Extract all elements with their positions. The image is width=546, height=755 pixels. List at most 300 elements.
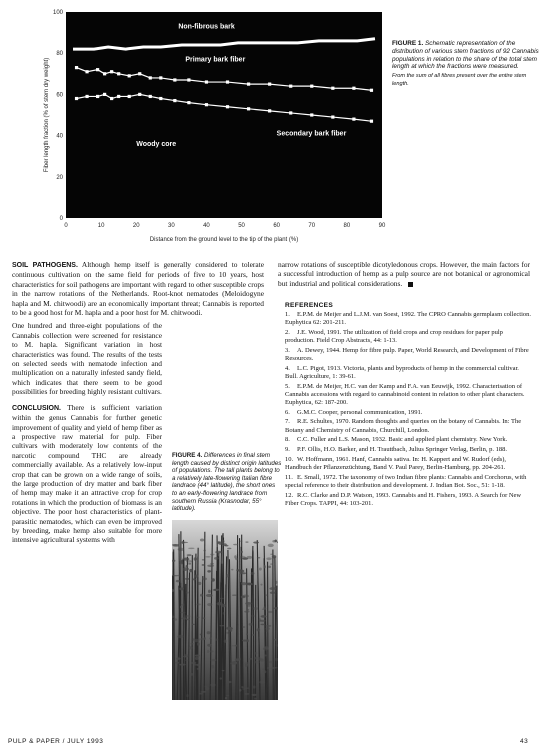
photo-leaf: [190, 673, 193, 676]
photo-leaf: [214, 557, 219, 560]
reference-text: G.M.C. Cooper, personal communication, 1991.: [297, 408, 423, 416]
photo-leaf: [235, 658, 240, 661]
photo-leaf: [252, 694, 257, 696]
x-tick-label: 50: [238, 223, 245, 229]
photo-leaf: [227, 548, 231, 550]
photo-leaf: [248, 623, 253, 626]
photo-leaf: [239, 572, 246, 574]
photo-leaf: [253, 541, 259, 543]
photo-leaf: [185, 615, 190, 617]
photo-leaf: [246, 609, 249, 610]
photo-leaf: [207, 650, 209, 653]
data-point: [268, 109, 271, 112]
photo-leaf: [207, 631, 211, 634]
photo-leaf: [182, 617, 187, 619]
photo-leaf: [265, 594, 268, 596]
data-point: [117, 95, 120, 98]
soil-heading: SOIL PATHOGENS.: [12, 262, 78, 269]
data-point: [159, 76, 162, 79]
photo-leaf: [257, 557, 261, 558]
photo-leaf: [188, 563, 191, 565]
photo-leaf: [184, 654, 189, 658]
reference-number: 8.: [285, 436, 290, 444]
photo-leaf: [180, 612, 186, 613]
data-point: [247, 107, 250, 110]
data-point: [331, 115, 334, 118]
photo-leaf: [210, 650, 214, 652]
data-point: [159, 97, 162, 100]
figure1-label: FIGURE 1.: [392, 40, 424, 47]
photo-leaf: [264, 565, 266, 568]
photo-leaf: [180, 606, 182, 609]
data-point: [226, 80, 229, 83]
photo-leaf: [217, 602, 223, 606]
photo-leaf: [194, 557, 197, 561]
reference-number: 12.: [285, 491, 294, 499]
reference-item: [285, 347, 533, 363]
reference-text: P.F. Ollis, H.O. Barker, and H. Trauttbach, Julius Springer Verlag, Berlin, p. 188.: [297, 446, 507, 454]
photo-leaf: [177, 635, 183, 638]
data-point: [370, 120, 373, 123]
photo-leaf: [206, 594, 213, 597]
y-axis-label: Fiber length fraction (% of stem dry weight): [44, 57, 50, 173]
photo-leaf: [186, 592, 189, 594]
photo-leaf: [262, 609, 266, 610]
photo-leaf: [275, 581, 277, 584]
reference-text: E.P.M. de Meijer and L.J.M. van Soest, 1992. The CPRO Cannabis germplasm collection. Euphytica 62: 201-211.: [285, 311, 532, 327]
reference-text: A. Dewey, 1944. Hemp for fibre pulp. Paper, World Research, and Development of Fibre Resources.: [285, 346, 529, 363]
photo-leaf: [257, 628, 260, 631]
photo-leaf: [266, 630, 268, 632]
photo-leaf: [232, 595, 237, 596]
photo-leaf: [248, 605, 251, 607]
figure2-text: Differences in final stem length caused by distinct origin latitudes of populations. The tall plants belong to a relatively late-flowering Italian fibre landrace (44° latitude), the short ones to an early-flowering landrace from southern Russia (Krasnodar, 55° latitude).: [172, 452, 282, 513]
photo-leaf: [207, 565, 214, 567]
data-point: [138, 93, 141, 96]
x-tick-label: 80: [343, 223, 351, 229]
photo-leaf: [263, 670, 267, 673]
figure1-text: Schematic representation of the distribution of various stem fractions of 92 Cannabis populations in relation to the share of the total stem length at which the fractions were measured.: [392, 40, 539, 71]
data-point: [352, 118, 355, 121]
references: [285, 302, 533, 509]
photo-leaf: [176, 657, 180, 660]
data-point: [149, 76, 152, 79]
reference-item: [285, 365, 533, 381]
photo-leaf: [252, 634, 255, 636]
photo-leaf: [223, 612, 225, 615]
photo-leaf: [192, 578, 196, 580]
photo-leaf: [220, 677, 223, 679]
photo-leaf: [199, 693, 203, 695]
photo-leaf: [186, 694, 188, 697]
photo-leaf: [191, 624, 195, 625]
soil-text-1: Although hemp itself is generally considered to tolerate continuous cultivation on the same field for periods of five to 10 years, host characteristics for soil pathogens are important with regard to other susceptible crops in the narrow rotations of the Netherlands. Root-knot nematodes (Meloidogyne hapla and M. chitwoodi) are an economically important threat; Cannabis is reported to be a good host for M. hapla and a poor host for M. chitwoodi.: [12, 260, 264, 318]
photo-leaf: [270, 591, 276, 594]
reference-text: J.E. Wood, 1991. The utilization of field crops and crop residues for paper pulp production. Field Crop Abstracts, 44: 1-13.: [285, 328, 503, 345]
photo-leaf: [193, 664, 198, 666]
photo-leaf: [226, 695, 229, 696]
data-point: [187, 78, 190, 81]
reference-item: [285, 409, 533, 417]
photo-leaf: [241, 551, 243, 554]
photo-leaf: [197, 668, 200, 670]
data-point: [247, 83, 250, 86]
soil-text-2: One hundred and three-eight populations of the Cannabis collection were screened for resistance to M. hapla. Significant variation in host characteristics was found. The results of the tests on selected seeds with nematode infection and multiplication on a naturally infested sandy field, which indicates that there seem to be good possibilities for breeding highly resistant cultivars.: [12, 321, 162, 397]
photo-leaf: [198, 638, 201, 639]
photo-leaf: [197, 642, 200, 646]
data-point: [75, 66, 78, 69]
photo-leaf: [207, 644, 212, 647]
reference-number: 2.: [285, 328, 290, 336]
photo-leaf: [246, 633, 248, 635]
photo-leaf: [179, 587, 183, 590]
photo-leaf: [239, 556, 246, 559]
photo-leaf: [207, 570, 211, 572]
photo-stalk: [204, 532, 205, 700]
data-point: [85, 70, 88, 73]
photo-leaf: [186, 560, 192, 563]
photo-leaf: [178, 548, 184, 552]
photo-leaf: [222, 670, 225, 671]
photo-leaf: [241, 596, 246, 599]
photo-leaf: [202, 578, 207, 581]
data-point: [173, 78, 176, 81]
reference-text: C.C. Fuller and L.S. Mason, 1932. Basic and applied plant chemistry. New York.: [297, 436, 508, 444]
photo-leaf: [272, 540, 276, 543]
plot-area: [66, 12, 382, 218]
photo-leaf: [244, 611, 250, 613]
photo-leaf: [270, 554, 274, 555]
data-point: [173, 99, 176, 102]
reference-number: 5.: [285, 382, 290, 390]
data-point: [205, 103, 208, 106]
photo-leaf: [255, 656, 257, 659]
reference-number: 11.: [285, 473, 293, 481]
page-number: 43: [520, 738, 529, 745]
chart-annotation: Primary bark fiber: [185, 56, 246, 64]
photo-leaf: [204, 550, 206, 552]
reference-number: 10.: [285, 455, 294, 463]
photo-leaf: [228, 681, 231, 683]
photo-leaf: [260, 584, 262, 586]
photo-leaf: [187, 554, 192, 556]
conclusion-heading: CONCLUSION.: [12, 404, 61, 412]
photo-leaf: [267, 611, 273, 613]
data-point: [310, 113, 313, 116]
photo-leaf: [232, 661, 238, 664]
photo-leaf: [200, 691, 206, 692]
y-tick-label: 20: [56, 174, 63, 181]
figure2-caption: [172, 452, 282, 513]
chart-annotation: Non-fibrous bark: [178, 23, 235, 31]
photo-leaf: [210, 563, 214, 565]
photo-leaf: [265, 625, 271, 627]
data-point: [128, 95, 131, 98]
photo-leaf: [242, 640, 247, 642]
photo-leaf: [191, 662, 196, 664]
photo-leaf: [192, 638, 195, 640]
reference-item: [285, 492, 533, 508]
photo-leaf: [268, 544, 274, 548]
photo-leaf: [220, 598, 224, 599]
chart-annotation: Secondary bark fiber: [276, 130, 347, 138]
photo-leaf: [214, 589, 219, 591]
photo-leaf: [225, 697, 227, 699]
photo-leaf: [209, 637, 211, 639]
references-list: [285, 311, 533, 508]
photo-leaf: [195, 655, 200, 657]
photo-leaf: [254, 661, 260, 664]
photo-leaf: [233, 544, 238, 546]
photo-leaf: [265, 627, 270, 630]
x-tick-label: 70: [308, 223, 316, 229]
photo-leaf: [224, 640, 227, 643]
reference-text: R.E. Schultes, 1970. Random thoughts and queries on the botany of Cannabis. In: The Botany and Chemistry of Cannabis, Churchill, London.: [285, 418, 522, 434]
soil-paragraph-1: [12, 260, 264, 317]
reference-text: L.C. Pigot, 1913. Victoria, plants and byproducts of hemp in the commercial cultivar. Bull. Agriculture, 1: 39-61.: [285, 364, 519, 380]
soil-paragraph-2: [12, 321, 162, 396]
photo-leaf: [215, 551, 222, 554]
photo-leaf: [245, 602, 251, 605]
photo-leaf: [185, 578, 190, 580]
photo-leaf: [270, 563, 273, 565]
chart-svg: [40, 6, 390, 244]
photo-leaf: [269, 587, 275, 590]
data-point: [117, 72, 120, 75]
photo-leaf: [175, 662, 179, 664]
data-point: [138, 72, 141, 75]
data-point: [205, 80, 208, 83]
data-point: [96, 95, 99, 98]
y-tick-label: 40: [56, 133, 63, 140]
chart-annotation: Woody core: [136, 140, 177, 148]
photo-leaf: [226, 574, 229, 577]
photo-leaf: [185, 660, 189, 661]
data-point: [187, 101, 190, 104]
conclusion-paragraph: [12, 403, 162, 545]
data-point: [289, 111, 292, 114]
data-point: [149, 95, 152, 98]
reference-item: [285, 311, 533, 327]
reference-item: [285, 418, 533, 434]
photo-leaf: [219, 625, 224, 626]
photo-leaf: [172, 575, 179, 576]
y-tick-label: 100: [52, 10, 63, 16]
photo-leaf: [212, 672, 215, 674]
reference-number: 9.: [285, 446, 290, 454]
reference-text: W. Hoffmann, 1961. Hanf, Cannabis sativa. In: H. Kappert and W. Rudorf (eds), Handbuch der Pflanzenzüchtung, Band V. Paul Parey, Berlin-Hamburg, pp. 204-261.: [285, 455, 507, 471]
photo-leaf: [268, 566, 271, 568]
photo-leaf: [251, 615, 256, 616]
photo-leaf: [247, 556, 253, 559]
photo-leaf: [210, 683, 215, 686]
data-point: [289, 85, 292, 88]
photo-stalk: [183, 559, 184, 700]
photo-leaf: [181, 560, 183, 563]
photo-leaf: [245, 693, 250, 695]
reference-item: [285, 436, 533, 444]
reference-number: 1.: [285, 311, 290, 318]
photo-leaf: [269, 661, 273, 663]
photo-leaf: [215, 638, 218, 640]
photo-leaf: [222, 540, 225, 543]
x-tick-label: 20: [132, 223, 140, 229]
photo-leaf: [253, 686, 255, 689]
photo-leaf: [211, 578, 215, 581]
photo-leaf: [218, 541, 220, 543]
data-point: [110, 97, 113, 100]
right-column-top: [278, 260, 530, 288]
reference-item: [285, 383, 533, 408]
photo-leaf: [200, 638, 205, 640]
photo-leaf: [235, 645, 238, 647]
data-point: [110, 70, 113, 73]
photo-leaf: [179, 664, 186, 666]
x-tick-label: 40: [203, 223, 210, 229]
references-title: REFERENCES: [285, 302, 334, 309]
data-point: [226, 105, 229, 108]
photo-leaf: [194, 575, 198, 578]
photo-leaf: [173, 544, 180, 546]
photo-leaf: [259, 568, 262, 571]
photo-leaf: [211, 659, 217, 661]
photo-leaf: [226, 632, 229, 634]
photo-leaf: [173, 618, 177, 621]
y-tick-label: 80: [56, 51, 63, 58]
hemp-field-photo-svg: [172, 520, 278, 700]
reference-number: 3.: [285, 346, 290, 354]
photo-leaf: [183, 567, 189, 570]
photo-leaf: [195, 657, 199, 660]
photo-leaf: [211, 665, 214, 668]
photo-leaf: [210, 554, 215, 556]
photo-leaf: [200, 594, 203, 597]
photo-leaf: [202, 564, 205, 566]
photo-leaf: [254, 697, 257, 699]
photo-leaf: [205, 556, 210, 558]
figure1-sub: From the sum of all fibres present over the entire stem length.: [392, 73, 527, 87]
photo-leaf: [259, 618, 262, 621]
data-point: [268, 83, 271, 86]
photo-leaf: [271, 667, 278, 669]
photo-leaf: [245, 541, 248, 542]
photo-leaf: [249, 658, 252, 660]
photo-leaf: [202, 618, 205, 619]
photo-leaf: [245, 687, 249, 688]
photo-leaf: [178, 574, 181, 576]
y-tick-label: 60: [56, 92, 63, 99]
reference-item: [285, 446, 533, 454]
right-top-text: narrow rotations of susceptible dicotyledonous crops. However, the main factors for a successful introduction of hemp as a pulp source are not botanical or agronomical but industrial and political considerations.: [278, 260, 530, 288]
photo-leaf: [202, 559, 205, 561]
x-tick-label: 90: [378, 223, 386, 229]
figure2-label: FIGURE 4.: [172, 452, 203, 459]
photo-leaf: [189, 569, 192, 572]
conclusion-text: There is sufficient variation within the genus Cannabis for further genetic improvement of quality and yield of hemp fiber as a prospective raw material for pulp. Fiber cultivars with moderately low contents of the narcotic compound THC are already commercially available. As a relatively low-input crop that can be grown on a wide range of soils, the large production of dry matter and bark fiber of hemp may make it an attractive crop for crop rotations in which the production of biomass is an objective. The poor host characteristics of plant-parasitic nematodes, which can even be improved by breeding, make hemp also suitable for more intensive agricultural systems with: [12, 402, 163, 545]
data-point: [310, 85, 313, 88]
reference-text: R.C. Clarke and D.P. Watson, 1993. Cannabis and H. Fishers, 1993. A Search for New Fiber Crops. TAPPI, 44: 103-201.: [285, 491, 522, 507]
photo-leaf: [263, 647, 269, 650]
figure1-caption: [392, 40, 542, 89]
x-axis-label: Distance from the ground level to the tip of the plant (%): [149, 237, 299, 243]
photo-leaf: [176, 580, 180, 582]
photo-leaf: [226, 627, 233, 630]
photo-leaf: [241, 582, 247, 585]
photo-leaf: [264, 654, 266, 656]
photo-leaf: [189, 646, 192, 649]
data-point: [352, 87, 355, 90]
reference-number: 6.: [285, 408, 290, 416]
photo-leaf: [185, 565, 188, 567]
end-mark: [408, 282, 413, 287]
photo-leaf: [236, 569, 243, 571]
photo-leaf: [254, 652, 257, 655]
data-point: [370, 89, 373, 92]
x-tick-label: 0: [64, 223, 68, 229]
photo-leaf: [262, 668, 264, 669]
photo-leaf: [207, 603, 212, 606]
reference-number: 7.: [285, 418, 290, 426]
photo-leaf: [208, 590, 211, 593]
hemp-field-photo: [172, 520, 278, 700]
photo-leaf: [196, 603, 201, 605]
reference-item: [285, 329, 533, 345]
photo-leaf: [197, 617, 199, 618]
photo-leaf: [231, 569, 233, 571]
x-tick-label: 30: [167, 223, 175, 229]
reference-item: [285, 456, 533, 472]
photo-leaf: [272, 555, 276, 558]
data-point: [103, 93, 106, 96]
photo-leaf: [240, 540, 242, 542]
x-tick-label: 10: [97, 223, 105, 229]
photo-leaf: [188, 548, 194, 550]
stem-fraction-chart: [40, 6, 390, 244]
photo-leaf: [198, 582, 201, 585]
photo-leaf: [251, 572, 255, 575]
photo-leaf: [200, 634, 202, 636]
photo-leaf: [253, 607, 259, 610]
data-point: [128, 74, 131, 77]
photo-leaf: [190, 643, 193, 644]
data-point: [331, 87, 334, 90]
photo-leaf: [242, 687, 245, 690]
photo-leaf: [242, 626, 245, 628]
photo-leaf: [259, 681, 265, 684]
footer-left: PULP & PAPER / JULY 1993: [8, 738, 104, 745]
data-point: [96, 68, 99, 71]
data-point: [103, 72, 106, 75]
photo-leaf: [266, 557, 272, 560]
photo-leaf: [260, 624, 265, 626]
photo-leaf: [205, 687, 209, 690]
photo-leaf: [239, 689, 241, 692]
photo-leaf: [200, 539, 204, 542]
photo-leaf: [234, 555, 236, 558]
data-point: [75, 97, 78, 100]
reference-number: 4.: [285, 364, 290, 372]
y-tick-label: 0: [59, 216, 63, 222]
reference-text: E.P.M. de Meijer, H.C. van der Kamp and F.A. van Eeuwijk, 1992. Characterisation of Cannabis accessions with regard to cannabinoid content in relation to other plant characters. Euphytica, 62: 187-200.: [285, 382, 525, 407]
reference-item: [285, 474, 533, 490]
photo-leaf: [182, 604, 185, 606]
data-point: [85, 95, 88, 98]
x-tick-label: 60: [273, 223, 281, 229]
photo-leaf: [274, 639, 277, 641]
photo-leaf: [182, 541, 185, 544]
photo-leaf: [267, 667, 269, 669]
photo-leaf: [261, 615, 267, 618]
